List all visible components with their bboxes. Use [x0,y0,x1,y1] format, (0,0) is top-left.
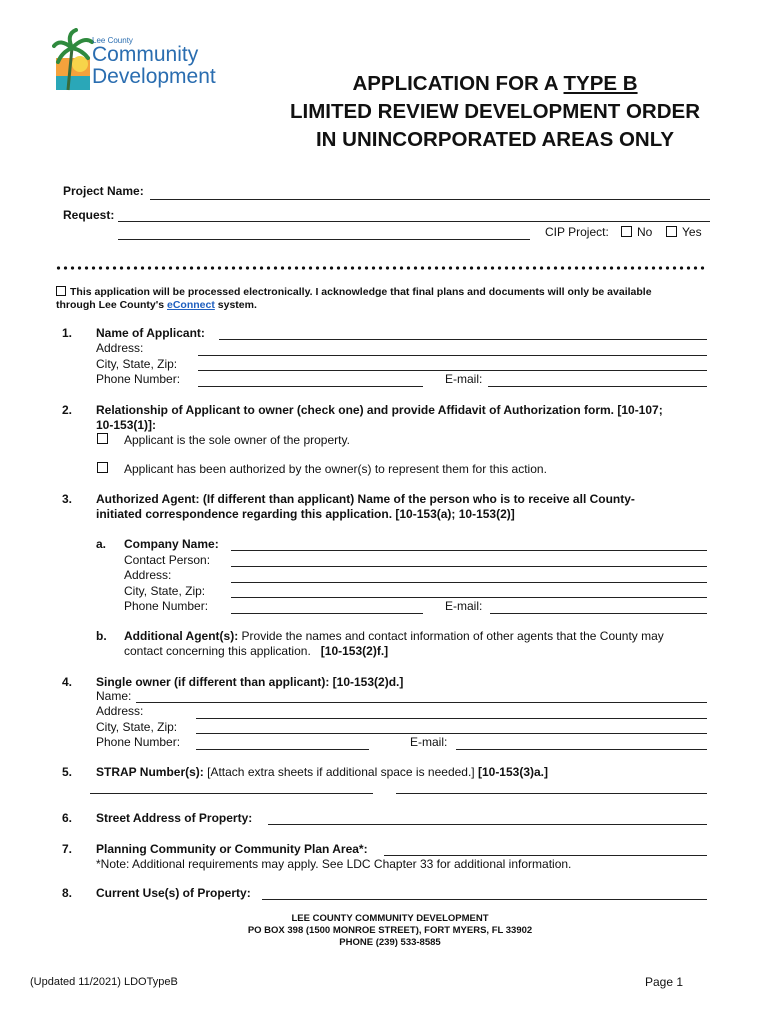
s3b-line2-text: contact concerning this application. [124,644,311,658]
s6-address-field[interactable] [268,824,707,825]
s4-csz-label: City, State, Zip: [96,720,178,734]
s1-address-field[interactable] [198,355,707,356]
s1-email-field[interactable] [488,386,707,387]
s3b-line1 [124,629,664,644]
title-line3: IN UNINCORPORATED AREAS ONLY [315,128,675,151]
s3-line1: Authorized Agent: (If different than applicant) Name of the person who is to receive all County- [96,492,635,506]
s2-line1: Relationship of Applicant to owner (check one) and provide Affidavit of Authorization form. [10-107; [96,403,663,417]
s3b-bold: Additional Agent(s): [124,629,239,643]
s1-phone-label: Phone Number: [96,372,181,386]
s3a-company-field[interactable] [231,550,707,551]
s3b-line2 [124,644,388,659]
s2-option2: Applicant has been authorized by the owner(s) to represent them for this action. [124,462,547,476]
s1-csz-label: City, State, Zip: [96,357,178,371]
s5-ref: [10-153(3)a.] [477,765,548,779]
s4-csz-field[interactable] [196,733,707,734]
ack-line1: This application will be processed electronically. I acknowledge that final plans and documents will only be available [70,286,652,298]
cip-yes-label: Yes [682,225,702,239]
s6-label: Street Address of Property: [96,811,253,825]
s2-authorized-checkbox[interactable] [97,462,108,473]
ack-line2 [56,298,257,313]
project-name-field[interactable] [150,199,710,200]
s3a-contact-label: Contact Person: [124,553,211,567]
title-type-b: TYPE B [563,72,638,95]
page-number: Page 1 [645,975,684,989]
s7-planning-field[interactable] [384,855,707,856]
s1-email-label: E-mail: [445,372,483,386]
s1-name-field[interactable] [219,339,707,340]
s3a-phone-label: Phone Number: [124,599,209,613]
s3a-phone-field[interactable] [231,613,423,614]
footer-updated: (Updated 11/2021) LDOTypeB [30,976,178,988]
s4-address-label: Address: [96,704,144,718]
s3a-contact-field[interactable] [231,566,707,567]
s3a-marker: a. [96,537,107,551]
s1-name-label: Name of Applicant: [96,326,205,340]
cip-label: CIP Project: [545,225,609,239]
s5-strap-field-2[interactable] [396,793,707,794]
s1-number: 1. [62,326,73,340]
s8-number: 8. [62,886,73,900]
footer-line1: LEE COUNTY COMMUNITY DEVELOPMENT [291,913,489,924]
s3a-company-label: Company Name: [124,537,219,551]
s5-text: [Attach extra sheets if additional space is needed.] [203,765,478,779]
request-field-2[interactable] [118,239,530,240]
s8-label: Current Use(s) of Property: [96,886,251,900]
cip-no-checkbox[interactable] [621,226,632,237]
s3a-email-field[interactable] [490,613,707,614]
s5-strap-field-1[interactable] [90,793,373,794]
s1-phone-field[interactable] [198,386,423,387]
s3b-marker: b. [96,629,107,643]
s4-address-field[interactable] [196,718,707,719]
s5-bold: STRAP Number(s): [96,765,204,779]
s7-number: 7. [62,842,73,856]
s4-name-field[interactable] [136,702,707,703]
page-title [250,70,740,154]
cip-yes-checkbox[interactable] [666,226,677,237]
logo-small-text: Lee County [92,36,133,45]
econnect-link[interactable]: eConnect [167,299,215,311]
s3a-csz-field[interactable] [231,597,707,598]
s5-line [96,765,548,780]
s3b-text: Provide the names and contact information of other agents that the County may [238,629,664,643]
title-line2: LIMITED REVIEW DEVELOPMENT ORDER [289,100,701,123]
s4-name-label: Name: [96,689,132,703]
logo-line2: Development [92,65,216,88]
s4-phone-field[interactable] [196,749,369,750]
s4-head: Single owner (if different than applicant): [10-153(2)d.] [96,675,404,689]
palm-tree-icon [52,28,94,92]
s8-use-field[interactable] [262,899,707,900]
s5-number: 5. [62,765,73,779]
s4-phone-label: Phone Number: [96,735,181,749]
ack-line2-prefix: through Lee County's [56,299,167,311]
s3-number: 3. [62,492,73,506]
title-line1-prefix: APPLICATION FOR A [352,72,564,95]
s4-number: 4. [62,675,73,689]
s3a-email-label: E-mail: [445,599,483,613]
ack-line2-suffix: system. [214,299,257,311]
s2-number: 2. [62,403,73,417]
request-field-1[interactable] [118,221,710,222]
s1-csz-field[interactable] [198,370,707,371]
s7-label: Planning Community or Community Plan Area*: [96,842,368,856]
s3b-ref: [10-153(2)f.] [320,644,389,658]
dotted-divider [55,266,706,270]
acknowledge-checkbox[interactable] [56,286,66,296]
s1-address-label: Address: [96,341,144,355]
s4-email-field[interactable] [456,749,707,750]
s4-email-label: E-mail: [410,735,448,749]
footer-address-block [190,913,590,949]
s3a-address-field[interactable] [231,582,707,583]
s2-sole-owner-checkbox[interactable] [97,433,108,444]
s3a-csz-label: City, State, Zip: [124,584,206,598]
logo-line1: Community [92,43,199,66]
project-name-label: Project Name: [63,184,144,198]
request-label: Request: [63,208,115,222]
footer-line2: PO BOX 398 (1500 MONROE STREET), FORT MYERS, FL 33902 [247,925,533,936]
cip-no-label: No [637,225,653,239]
s3a-address-label: Address: [124,568,172,582]
s2-option1: Applicant is the sole owner of the property. [124,433,350,447]
s2-line2: 10-153(1)]: [96,418,157,432]
footer-line3: PHONE (239) 533-8585 [339,937,441,948]
s6-number: 6. [62,811,73,825]
s7-note: *Note: Additional requirements may apply. See LDC Chapter 33 for additional information. [96,857,572,871]
lee-county-logo [50,28,235,94]
s3-line2: initiated correspondence regarding this application. [10-153(a); 10-153(2)] [96,507,515,521]
